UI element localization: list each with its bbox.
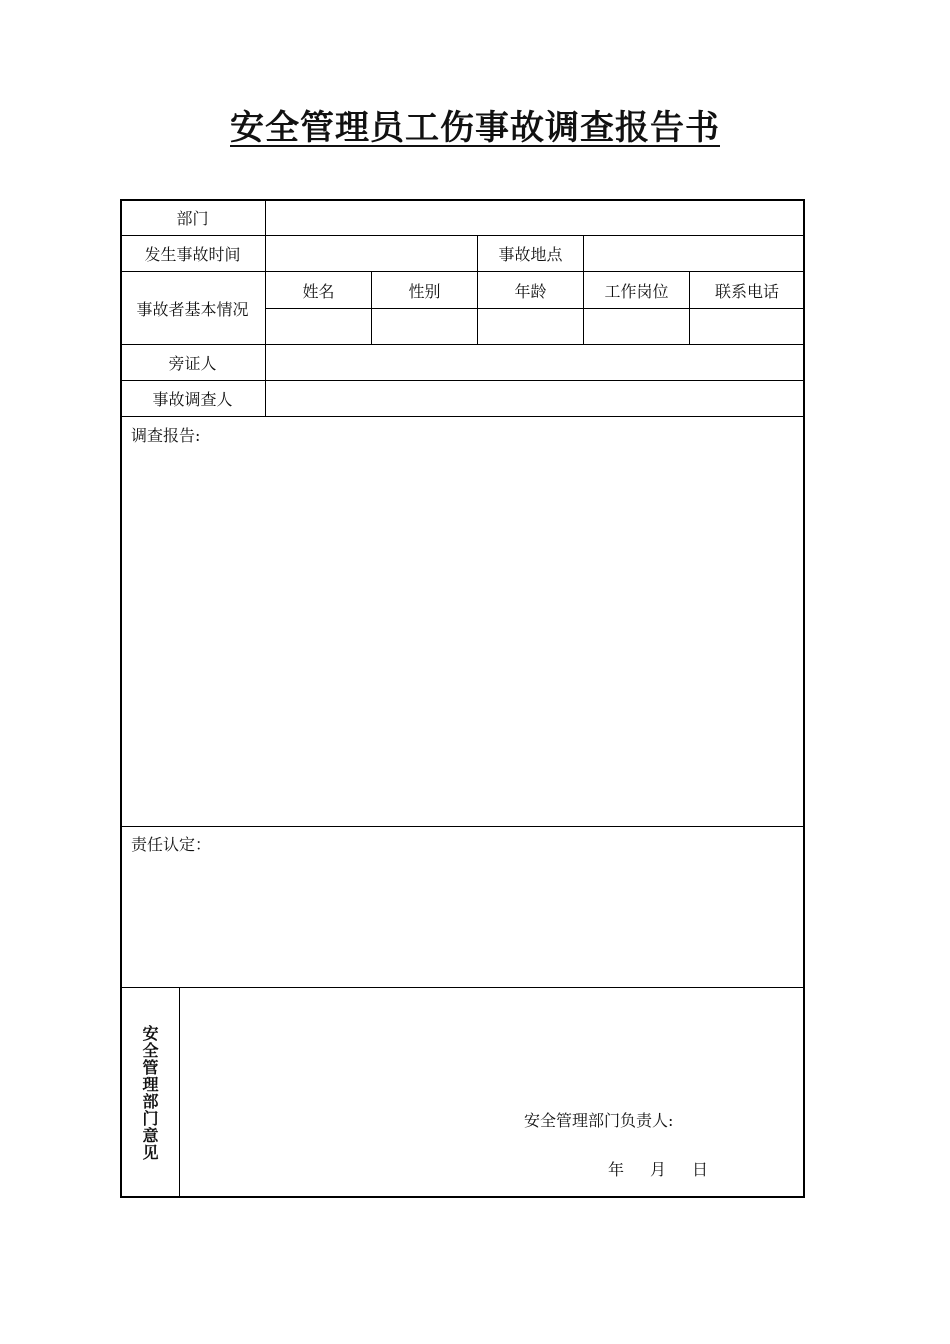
victim-phone-field[interactable] <box>690 309 804 344</box>
department-label: 部门 <box>176 209 209 228</box>
witness-label: 旁证人 <box>168 354 217 373</box>
accident-place-label: 事故地点 <box>498 245 563 264</box>
accident-time-field[interactable] <box>266 236 477 271</box>
date-day: 日 <box>692 1160 709 1179</box>
page-title-text: 安全管理员工伤事故调查报告书 <box>230 108 720 148</box>
report-area[interactable] <box>122 445 803 825</box>
date-year: 年 <box>608 1160 625 1179</box>
opinion-label: 安全管理部门意见 <box>140 1025 159 1161</box>
accident-place-field[interactable] <box>584 236 804 271</box>
signature-label: 安全管理部门负责人: <box>524 1111 674 1130</box>
victim-gender-field[interactable] <box>372 309 477 344</box>
victim-name-field[interactable] <box>266 309 371 344</box>
column-divider <box>179 987 180 1197</box>
witness-field[interactable] <box>266 345 804 380</box>
investigator-label: 事故调查人 <box>152 390 233 409</box>
row-divider <box>120 826 805 827</box>
opinion-area[interactable] <box>181 990 803 1090</box>
row-divider <box>120 987 805 988</box>
victim-column-name: 姓名 <box>302 281 335 301</box>
report-label: 调查报告: <box>131 426 201 445</box>
victim-column-phone: 联系电话 <box>714 281 779 301</box>
date-month: 月 <box>650 1160 667 1179</box>
investigator-field[interactable] <box>266 381 804 416</box>
victim-position-field[interactable] <box>584 309 689 344</box>
department-field[interactable] <box>266 200 804 235</box>
victim-age-field[interactable] <box>478 309 583 344</box>
page-title <box>0 100 950 149</box>
victim-info-label: 事故者基本情况 <box>136 299 249 319</box>
victim-column-position: 工作岗位 <box>604 281 669 301</box>
victim-column-age: 年龄 <box>514 281 547 301</box>
responsibility-label: 责任认定： <box>131 835 212 854</box>
opinion-label-cell <box>120 988 179 1198</box>
victim-column-gender: 性别 <box>408 281 441 301</box>
accident-time-label: 发生事故时间 <box>144 245 241 264</box>
row-divider <box>120 416 805 417</box>
responsibility-area[interactable] <box>122 855 803 985</box>
